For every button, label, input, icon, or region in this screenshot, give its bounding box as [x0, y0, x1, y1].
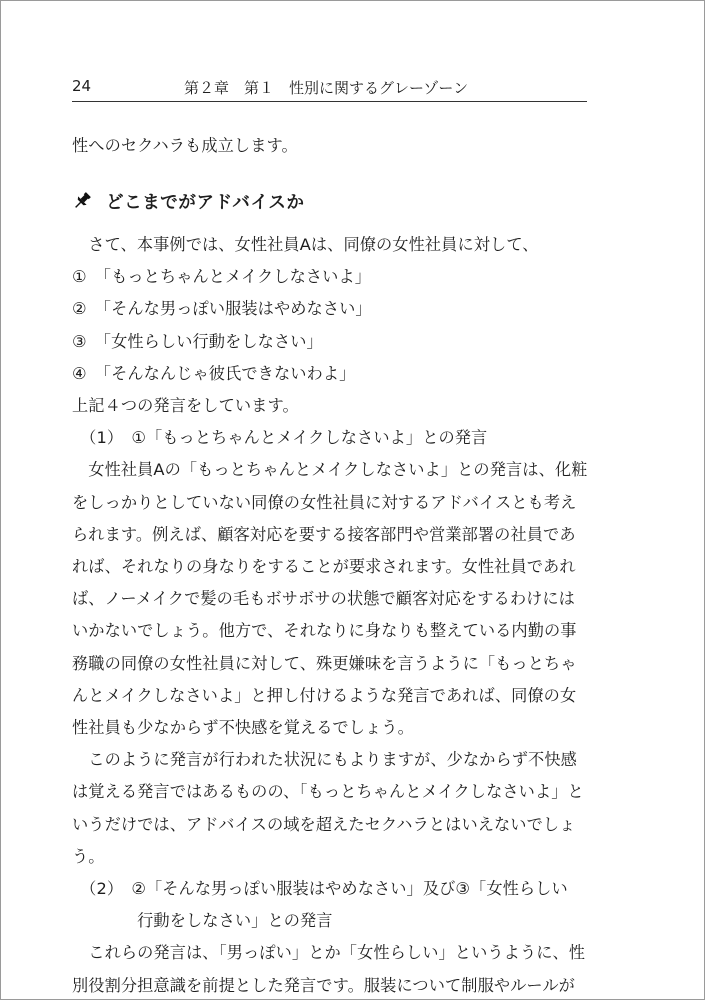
body-line: 務職の同僚の女性社員に対して、殊更嫌味を言うように「もっとちゃ: [72, 653, 577, 673]
body-line: は覚える発言ではあるものの、「もっとちゃんとメイクしなさいよ」と: [72, 782, 584, 802]
intro-line: 性へのセクハラも成立します。: [72, 136, 298, 155]
body-line: んとメイクしなさいよ」と押し付けるような発言であれば、同僚の女: [72, 685, 577, 705]
body-line: 行動をしなさい」との発言: [72, 911, 333, 931]
body-line: ば、ノーメイクで髪の毛もボサボサの状態で顧客対応をするわけには: [72, 589, 575, 609]
body-line: 女性社員Aの「もっとちゃんとメイクしなさいよ」との発言は、化粧: [72, 460, 588, 480]
body-line: う。: [72, 846, 105, 866]
pushpin-icon: [72, 191, 92, 211]
section-heading-text: どこまでがアドバイスか: [106, 192, 305, 213]
body-line: （1） ①「もっとちゃんとメイクしなさいよ」との発言: [72, 428, 488, 448]
body-line: ① 「もっとちゃんとメイクしなさいよ」: [72, 267, 372, 287]
body-line: これらの発言は、「男っぽい」とか「女性らしい」というように、性: [72, 943, 586, 963]
header-rule: [72, 101, 587, 102]
section-heading: [72, 186, 305, 216]
body-line: ④ 「そんなんじゃ彼氏できないわよ」: [72, 363, 356, 383]
body-line: 性社員も少なからず不快感を覚えるでしょう。: [72, 718, 414, 737]
body-line: ③ 「女性らしい行動をしなさい」: [72, 331, 323, 351]
body-line: れば、それなりの身なりをすることが要求されます。女性社員であれ: [72, 557, 576, 576]
body-line: （2） ②「そんな男っぽい服装はやめなさい」及び③「女性らしい: [72, 879, 568, 898]
body-line: さて、本事例では、女性社員Aは、同僚の女性社員に対して、: [72, 235, 539, 254]
body-line: このように発言が行われた状況にもよりますが、少なからず不快感: [72, 750, 577, 770]
body-line: 上記４つの発言をしています。: [72, 396, 299, 415]
body-line: 別役割分担意識を前提とした発言です。服装について制服やルールが: [72, 975, 575, 995]
page-number: 24: [72, 77, 92, 95]
body-line: をしっかりとしていない同僚の女性社員に対するアドバイスとも考え: [72, 492, 577, 512]
body-line: いうだけでは、アドバイスの域を超えたセクハラとはいえないでしょ: [72, 814, 576, 834]
page-header: [72, 74, 587, 100]
body-line: いかないでしょう。他方で、それなりに身なりも整えている内勤の事: [72, 621, 577, 641]
body-line: ② 「そんな男っぽい服装はやめなさい」: [72, 299, 372, 319]
running-head: 第２章 第１ 性別に関するグレーゾーン: [184, 79, 469, 97]
body-line: られます。例えば、顧客対応を要する接客部門や営業部署の社員であ: [72, 524, 576, 544]
